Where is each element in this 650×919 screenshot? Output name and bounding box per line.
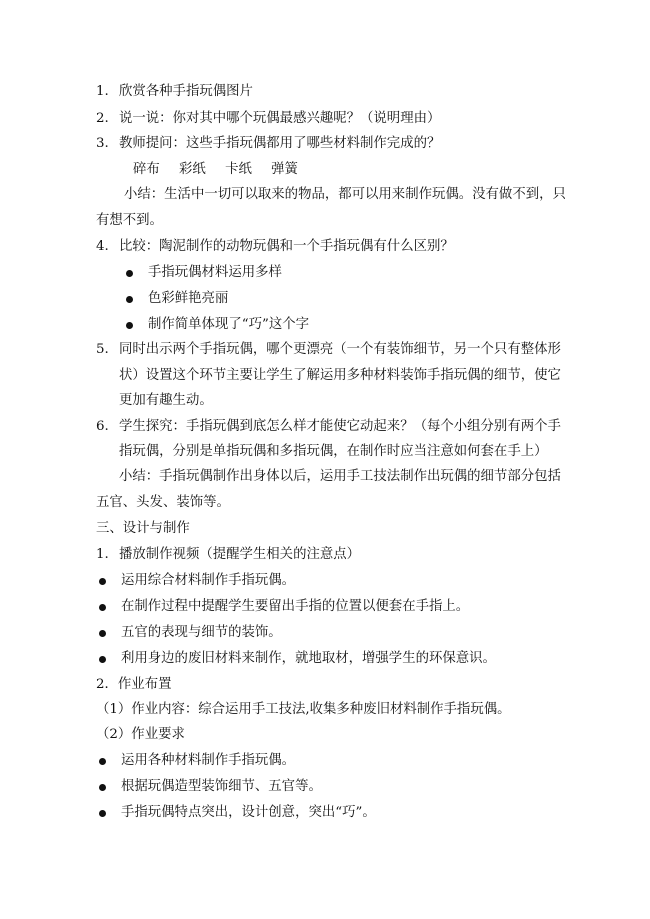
item-text: 说一说：你对其中哪个玩偶最感兴趣呢？（说明理由） (119, 111, 441, 126)
summary-line: 小结：手指玩偶制作出身体以后，运用手工技法制作出玩偶的细节部分包括 (119, 469, 561, 484)
homework-title: 2．作业布置 (96, 677, 172, 692)
homework-requirements-title: （2）作业要求 (96, 727, 185, 742)
item-number: 5. (96, 342, 109, 357)
section-title: 三、设计与制作 (96, 521, 190, 536)
item-number: 2. (96, 111, 109, 126)
bullet-text: 运用各种材料制作手指玩偶。 (121, 753, 296, 768)
summary-line: 有想不到。 (96, 213, 163, 228)
bullet-text: 五官的表现与细节的装饰。 (121, 625, 282, 640)
bullet-icon (99, 578, 106, 585)
item-text: 指玩偶，分别是单指玩偶和多指玩偶，在制作时应当注意如何套在手上） (119, 444, 548, 459)
bullet-icon (99, 604, 106, 611)
summary-line: 五官、头发、装饰等。 (96, 495, 230, 510)
bullet-text: 色彩鲜艳亮丽 (148, 291, 229, 306)
bullet-icon (126, 270, 133, 277)
item-text: 状）设置这个环节主要让学生了解运用多种材料装饰手指玩偶的细节，使它 (119, 368, 561, 383)
item-number: 1. (96, 547, 109, 562)
bullet-text: 运用综合材料制作手指玩偶。 (121, 573, 296, 588)
summary-line: 小结：生活中一切可以取来的物品，都可以用来制作玩偶。没有做不到，只 (124, 187, 566, 202)
item-number: 6. (96, 419, 109, 434)
item-number: 3. (96, 136, 109, 151)
materials-list (133, 161, 313, 179)
bullet-icon (99, 784, 106, 791)
bullet-text: 利用身边的废旧材料来制作，就地取材，增强学生的环保意识。 (121, 651, 496, 666)
item-text: 学生探究：手指玩偶到底怎么样才能使它动起来？（每个小组分别有两个手 (119, 419, 561, 434)
bullet-text: 手指玩偶材料运用多样 (148, 265, 282, 280)
material-item: 弹簧 (271, 162, 298, 177)
bullet-icon (99, 630, 106, 637)
bullet-text: 制作简单体现了“巧”这个字 (148, 317, 309, 332)
item-text: 同时出示两个手指玩偶，哪个更漂亮（一个有装饰细节，另一个只有整体形 (119, 342, 561, 357)
bullet-icon (99, 758, 106, 765)
material-item: 彩纸 (179, 162, 206, 177)
material-item: 碎布 (133, 162, 160, 177)
bullet-icon (126, 322, 133, 329)
homework-content: （1）作业内容：综合运用手工技法,收集多种废旧材料制作手指玩偶。 (96, 702, 511, 717)
item-number: 1. (96, 84, 109, 99)
item-number: 4. (96, 239, 109, 254)
item-text: 更加有趣生动。 (119, 393, 213, 408)
bullet-icon (126, 296, 133, 303)
bullet-text: 在制作过程中提醒学生要留出手指的位置以便套在手指上。 (121, 599, 470, 614)
item-text: 欣赏各种手指玩偶图片 (119, 84, 253, 99)
bullet-icon (99, 810, 106, 817)
item-text: 比较：陶泥制作的动物玩偶和一个手指玩偶有什么区别？ (119, 239, 454, 254)
item-text: 教师提问：这些手指玩偶都用了哪些材料制作完成的？ (119, 136, 441, 151)
bullet-icon (99, 656, 106, 663)
bullet-text: 手指玩偶特点突出，设计创意，突出“巧”。 (121, 805, 376, 820)
item-text: 播放制作视频（提醒学生相关的注意点） (119, 547, 361, 562)
material-item: 卡纸 (225, 162, 252, 177)
bullet-text: 根据玩偶造型装饰细节、五官等。 (121, 779, 322, 794)
